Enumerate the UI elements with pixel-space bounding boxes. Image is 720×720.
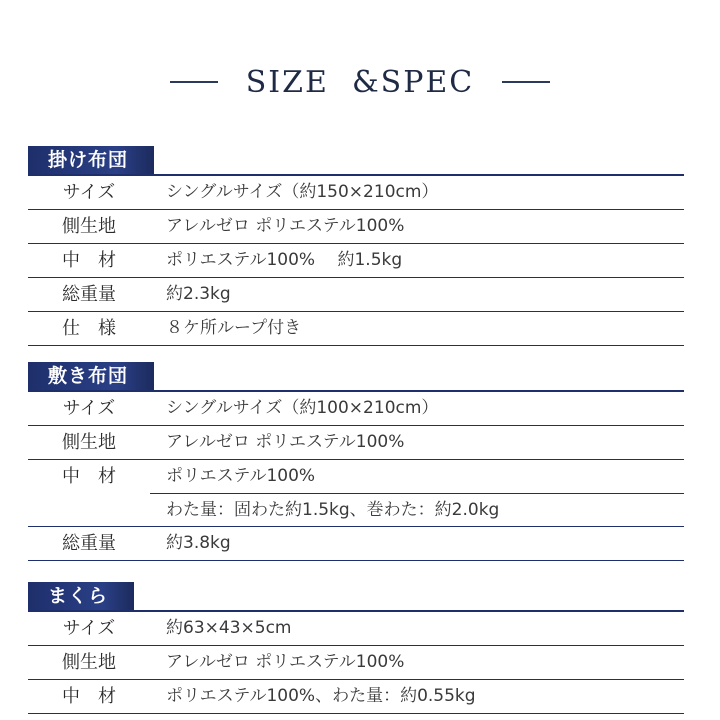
spec-value: アレルゼロ ポリエステル100% — [166, 652, 405, 672]
spec-row — [28, 460, 684, 527]
spec-row — [28, 278, 684, 312]
page-title-bar — [0, 62, 720, 102]
spec-value: 約2.3kg — [166, 284, 231, 304]
spec-value: ポリエステル100% — [150, 460, 684, 494]
spec-row — [28, 312, 684, 346]
spec-label: サイズ — [62, 182, 116, 203]
spec-table — [28, 610, 684, 714]
spec-label: 側生地 — [62, 216, 116, 237]
section-heading: 敷き布団 — [28, 362, 154, 390]
section-pillow — [28, 582, 684, 714]
spec-row — [28, 527, 684, 561]
spec-label: サイズ — [62, 398, 116, 419]
spec-label: 中 材 — [62, 466, 116, 487]
spec-value: ８ケ所ループ付き — [166, 318, 302, 338]
title-rule-left — [170, 81, 218, 83]
title-rule-right — [502, 81, 550, 83]
section-mattress — [28, 362, 684, 561]
spec-value: 約63×43×5cm — [166, 618, 292, 638]
spec-row — [28, 392, 684, 426]
spec-value: ポリエステル100%、わた量：約0.55kg — [166, 686, 476, 706]
spec-row — [28, 426, 684, 460]
spec-label: 中 材 — [62, 686, 116, 707]
spec-row — [28, 244, 684, 278]
spec-row — [28, 210, 684, 244]
spec-row — [28, 680, 684, 714]
spec-label: 側生地 — [62, 432, 116, 453]
spec-value: シングルサイズ（約150×210cm） — [166, 182, 439, 202]
spec-table — [28, 174, 684, 346]
spec-label: 中 材 — [62, 250, 116, 271]
spec-row — [28, 176, 684, 210]
spec-row — [28, 646, 684, 680]
section-heading: まくら — [28, 582, 134, 610]
spec-row — [28, 612, 684, 646]
section-comforter — [28, 146, 684, 346]
section-heading: 掛け布団 — [28, 146, 154, 174]
spec-value: ポリエステル100% 約1.5kg — [166, 250, 403, 270]
spec-label: サイズ — [62, 618, 116, 639]
spec-label: 仕 様 — [62, 318, 116, 339]
spec-value: アレルゼロ ポリエステル100% — [166, 216, 405, 236]
page-title: SIZE &SPEC — [245, 64, 475, 100]
spec-value: シングルサイズ（約100×210cm） — [166, 398, 439, 418]
spec-value-group — [150, 460, 684, 526]
spec-label: 総重量 — [62, 284, 116, 305]
spec-value: 約3.8kg — [166, 533, 231, 553]
spec-label: 側生地 — [62, 652, 116, 673]
spec-label: 総重量 — [62, 533, 116, 554]
spec-value-detail: わた量：固わた約1.5kg、巻わた：約2.0kg — [166, 500, 500, 520]
spec-table — [28, 390, 684, 561]
spec-value: アレルゼロ ポリエステル100% — [166, 432, 405, 452]
